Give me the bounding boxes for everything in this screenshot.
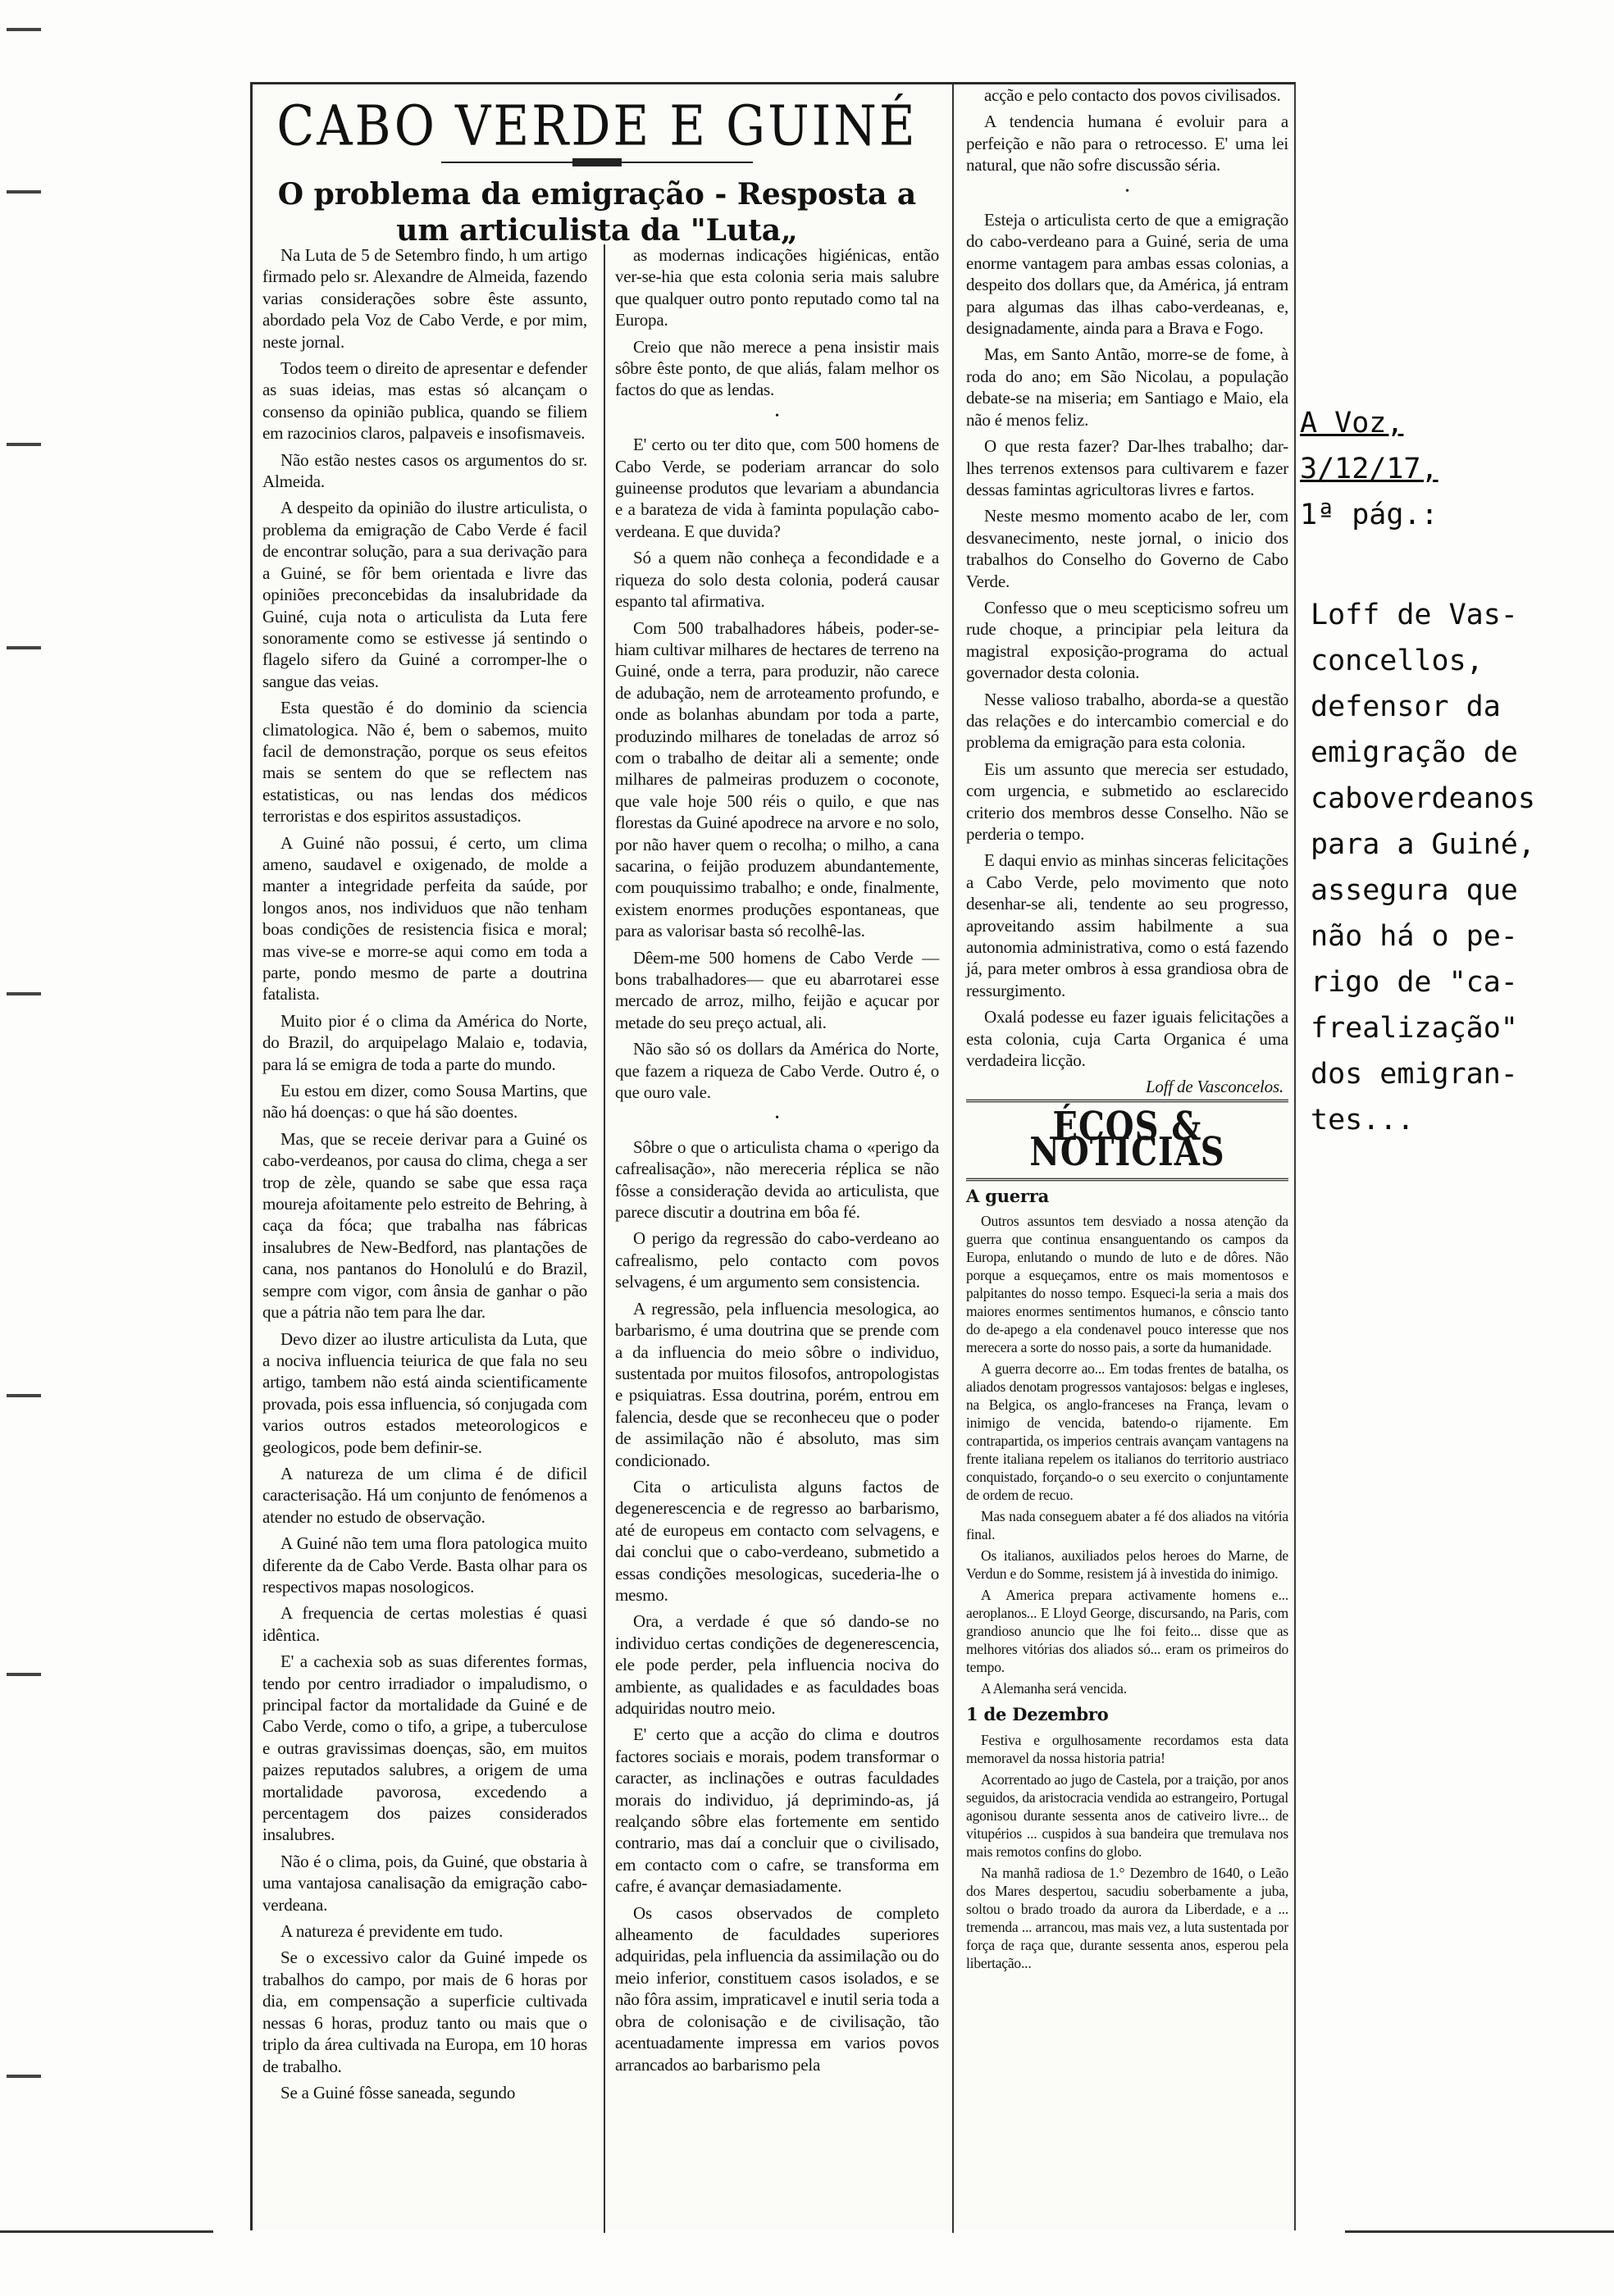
article-paragraph: Na Luta de 5 de Setembro findo, h um artigo firmado pelo sr. Alexandre de Almeida, fazendo varias considerações sobre êste assunto, abordado pela Voz de Cabo Verde, e por mim, neste jornal. <box>262 245 587 352</box>
article-paragraph: A frequencia de certas molestias é quasi idêntica. <box>262 1603 587 1645</box>
annotation-line: emigração de <box>1311 736 1518 769</box>
column-rule <box>604 244 605 2233</box>
annotation-line: caboverdeanos <box>1311 782 1535 815</box>
bottom-rule <box>1345 2230 1614 2233</box>
article-paragraph: Todos teem o direito de apresentar e defender as suas ideias, mas estas só alcançam o consenso da opinião publica, quando se filiem em razocinios claros, palpaveis e insofismaveis. <box>262 358 587 444</box>
margin-mark <box>7 190 41 194</box>
article-paragraph: Neste mesmo momento acabo de ler, com desvanecimento, neste jornal, o inicio dos trabalhos do Conselho do Governo de Cabo Verde. <box>966 506 1288 591</box>
article-paragraph: as modernas indicações higiénicas, então ver-se-hia que esta colonia seria mais salubre que qualquer outro ponto reputado como tal na Europa. <box>615 245 939 330</box>
article-paragraph: Não é o clima, pois, da Guiné, que obstaria à uma vantajosa canalisação da emigração cabo-verdeana. <box>262 1851 587 1915</box>
article-paragraph: A natureza de um clima é de dificil caracterisação. Há um conjunto de fenómenos a atender no estudo de observação. <box>262 1463 587 1527</box>
annotation-line: não há o pe- <box>1311 920 1518 953</box>
margin-mark <box>7 443 41 446</box>
article-paragraph: Nesse valioso trabalho, aborda-se a questão das relações e do intercambio comercial e do problema da emigração para esta colonia. <box>966 689 1288 753</box>
article-paragraph: Não são só os dollars da América do Norte, que fazem a riqueza de Cabo Verde. Outro é, o que ouro vale. <box>615 1039 939 1103</box>
annotation-body <box>1311 592 1535 1143</box>
annotation-source-line: A Voz, <box>1300 407 1404 440</box>
article-paragraph: A Guiné não possui, é certo, um clima ameno, saudavel e oxigenado, de molde a manter a integridade perfeita da saúde, por longos anos, nos individuos que não tenham boas condições de resistencia fisica e moral; mas vive-se e morre-se aqui como em toda a parte, pondo mesmo de parte a doutrina fatalista. <box>262 832 587 1004</box>
article-paragraph: Eis um assunto que merecia ser estudado, com urgencia, e submetido ao esclarecido criterio dos membros desse Conselho. Não se perderia o tempo. <box>966 758 1288 844</box>
annotation-line: assegura que <box>1311 874 1518 907</box>
news-section-title: 1 de Dezembro <box>966 1704 1109 1725</box>
column-2 <box>607 244 947 2233</box>
article-paragraph: E' a cachexia sob as suas diferentes formas, tendo por centro irradiador o impaludismo, o principal factor da mortalidade da Guiné e de Cabo Verde, como o tifo, a gripe, a tuberculose e outras gravissimas doenças, são, em muitos paizes reputados salubres, a origem de uma mortalidade pavorosa, excedendo a percentagem dos paizes considerados insalubres. <box>262 1651 587 1845</box>
article-paragraph: Os casos observados de completo alheamento de faculdades superiores adquiridas, pela influencia da assimilação ou do meio inferior, constituem casos isolados, e se não fôra assim, impraticavel e inutil seria toda a obra de colonisação e de civilisação, tão acentuadamente impressa em varios povos arrancados ao barbarismo pela <box>615 1902 939 2075</box>
article-paragraph: O perigo da regressão do cabo-verdeano ao cafrealismo, pelo contacto com povos selvagens, é um argumento sem consistencia. <box>615 1228 939 1292</box>
section-separator: • <box>775 409 779 422</box>
article-paragraph: Esteja o articulista certo de que a emigração do cabo-verdeano para a Guiné, seria de uma enorme vantagem para ambas essas colonias, a despeito dos dollars que, da América, já entram para algumas das ilhas cabo-verdeanas, e, designadamente, ainda para a Brava e Fogo. <box>966 210 1288 339</box>
article-paragraph: Mas, em Santo Antão, morre-se de fome, à roda do ano; em São Nicolau, a população debate-se na miseria; em Santiago e Maio, ela não é menos feliz. <box>966 344 1288 430</box>
article-paragraph: Não estão nestes casos os argumentos do sr. Almeida. <box>262 449 587 492</box>
annotation-line: tes... <box>1311 1104 1415 1137</box>
margin-mark <box>7 2075 41 2078</box>
article-paragraph: Com 500 trabalhadores hábeis, poder-se-hiam cultivar milhares de hectares de terreno na Guiné, onde a terra, para produzir, não carece de adubação, nem de arroteamento profundo, e onde as bolanhas abundam por toda a parte, produzindo milhares de toneladas de arroz só com o trabalho de deitar ali a semente; onde milhares de palmeiras produzem o coconote, que vale hoje 500 réis o quilo, e que nas florestas da Guiné apodrece na arvore e no solo, por não haver quem o recolha; o milho, a cana sacarina, o feijão produzem abundantemente, com pouquissimo trabalho; e onde, finalmente, existem enormes produções espontaneas, que para as valorisar basta só recolhê-las. <box>615 617 939 941</box>
article-paragraph: E daqui envio as minhas sinceras felicitações a Cabo Verde, pelo movimento que noto desenhar-se ali, tendente ao seu progresso, aproveitando assim habilmente a sua autonomia administrativa, como o está fazendo já, para meter ombros à essa grandiosa obra de ressurgimento. <box>966 850 1288 1000</box>
news-section-title: A guerra <box>966 1185 1050 1206</box>
annotation-line: concellos, <box>1311 645 1484 677</box>
news-paragraph: Mas nada conseguem abater a fé dos aliados na vitória final. <box>966 1508 1288 1543</box>
margin-mark <box>7 992 41 995</box>
news-paragraph: A America prepara activamente homens e... aeroplanos... E Lloyd George, discursando, na Paris, com grandioso anuncio que lhe foi feito... disse que as melhores vitórias dos aliados só... eram os primeiros do tempo. <box>966 1587 1288 1676</box>
article-paragraph: A natureza é previdente em tudo. <box>280 1921 504 1942</box>
article-paragraph: Devo dizer ao ilustre articulista da Luta, que a nociva influencia teiurica de que fala no seu artigo, tambem não está ainda scientificamente provada, pois essa influencia, só conjugada com varios outros estados meteorologicos e geologicos, pode bem definir-se. <box>262 1328 587 1457</box>
annotation-line: para a Guiné, <box>1311 828 1535 861</box>
news-paragraph: Festiva e orgulhosamente recordamos esta data memoravel da nossa historia patria! <box>966 1731 1288 1766</box>
article-paragraph: acção e pelo contacto dos povos civilisados. <box>984 85 1281 105</box>
news-paragraph: Na manhã radiosa de 1.° Dezembro de 1640, o Leão dos Mares despertou, sacudiu soberbamente a juba, soltou o brado troado da aurora da Liberdade, e a ... tremenda ... arrancou, mas mais vez, a luta sustentada por força de raça que, durante sessenta anos, esperou pela libertação... <box>966 1864 1288 1971</box>
news-paragraph: Acorrentado ao jugo de Castela, por a traição, por anos seguidos, da aristocracia vendida ao estrangeiro, Portugal agonisou durante sessenta anos de cativeiro livre... de vitupérios ... cuspidos à sua bandeira que tremulava nos mais remotos confins do globo. <box>966 1770 1288 1860</box>
column-3 <box>958 84 1297 2233</box>
news-paragraph: Outros assuntos tem desviado a nossa atenção da guerra que continua ensanguentando os campos da Europa, enlutando o mundo de luto e de dôres. Não porque a esqueçamos, entre os mais momentosos e palpitantes do nosso tempo. Esqueci-la seria a mais dos maiores enormes sentimentos humanos, e cônscio tanto do de-apego a ela condenavel pouco interesse que nos merecera a sorte do nosso pais, a sorte da humanidade. <box>966 1213 1288 1356</box>
article-paragraph: Eu estou em dizer, como Sousa Martins, que não há doenças: o que há são doentes. <box>262 1081 587 1123</box>
article-paragraph: Só a quem não conheça a fecondidade e a riqueza do solo desta colonia, poderá causar espanto tal afirmativa. <box>615 548 939 612</box>
bottom-rule <box>0 2230 213 2233</box>
article-paragraph: O que resta fazer? Dar-lhes trabalho; dar-lhes terrenos extensos para cultivarem e fazer dessas famintas agricultoras livres e fartos. <box>966 436 1288 499</box>
news-sections <box>966 1186 1288 1972</box>
margin-mark <box>7 28 41 31</box>
headline: CABO VERDE E GUINÉ <box>276 93 918 159</box>
annotation-source-line: 3/12/17, <box>1300 453 1438 485</box>
signature: Loff de Vasconcelos. <box>1145 1077 1283 1097</box>
article-paragraph: Se o excessivo calor da Guiné impede os trabalhos do campo, por mais de 6 horas por dia, em compensação a superficie cultivada nessas 6 horas, produz tanto ou mais que o triplo da área cultivada na Europa, em 10 horas de trabalho. <box>262 1947 587 2076</box>
news-paragraph: Os italianos, auxiliados pelos heroes do Marne, de Verdun e do Somme, resistem já à investida do inimigo. <box>966 1547 1288 1583</box>
article-paragraph: Muito pior é o clima da América do Norte, do Brazil, do arquipelago Malaio e, todavia, para lá se emigra de toda a parte do mundo. <box>262 1010 587 1074</box>
article-paragraph: Creio que não merece a pena insistir mais sôbre êste ponto, de que aliás, falam melhor os factos do que as lendas. <box>615 336 939 400</box>
section-separator: • <box>1125 184 1129 198</box>
news-header: ÉCOS & NOTICIAS <box>966 1100 1288 1181</box>
section-separator: • <box>775 1112 779 1125</box>
annotation-line: dos emigran- <box>1311 1058 1518 1091</box>
article-paragraph: Dêem-me 500 homens de Cabo Verde —bons trabalhadores— que eu abarrotarei esse mercado de arroz, milho, feijão e açucar por metade do seu preço actual, ali. <box>615 947 939 1032</box>
article-paragraph: Ora, a verdade é que só dando-se no individuo certas condições de degenerescencia, ele pode perder, pela influencia nociva do ambiente, as qualidades e as faculdades boas adquiridas noutro meio. <box>615 1611 939 1718</box>
article-paragraph: E' certo ou ter dito que, com 500 homens de Cabo Verde, se poderiam arrancar do solo guineense produtos que levariam a abundancia e a barateza de vida à faminta população cabo-verdeana. E que duvida? <box>615 435 939 541</box>
margin-mark <box>7 1394 41 1397</box>
article-paragraph: A Guiné não tem uma flora patologica muito diferente da de Cabo Verde. Basta olhar para os respectivos mapas nosologicos. <box>262 1533 587 1597</box>
ornament-divider <box>425 157 769 168</box>
margin-mark <box>7 646 41 649</box>
subheadline: O problema da emigração - Resposta a um articulista da "Luta„ <box>277 177 917 248</box>
article-paragraph: Esta questão é do dominio da sciencia climatologica. Não é, bem o sabemos, muito facil de demonstração, porque os seus efeitos mais se sentem do que se reflectem nas estatisticas, ou nas lendas dos médicos terroristas e dos espiritos assustadiços. <box>262 698 587 827</box>
article-paragraph: Confesso que o meu scepticismo sofreu um rude choque, a principiar pela leitura da magistral exposição-programa do actual governador desta colonia. <box>966 597 1288 683</box>
article-paragraph: Sôbre o que o articulista chama o «perigo da cafrealisação», não mereceria réplica se não fôsse a consideração devida ao articulista, que parece discutir a doutrina em bôa fé. <box>615 1137 939 1223</box>
column-rule <box>952 84 954 2233</box>
margin-mark <box>7 1673 41 1676</box>
article-paragraph: A regressão, pela influencia mesologica, ao barbarismo, é uma doutrina que se prende com a da influencia do meio sôbre o individuo, sustentada por muitos filosofos, antropologistas e psiquiatras. Essa doutrina, porém, entrou em falencia, desde que se reconheceu que o poder de assimilação não é absoluto, mas sim condicionado. <box>615 1298 939 1470</box>
annotation-line: defensor da <box>1311 690 1501 723</box>
news-paragraph: A Alemanha será vencida. <box>981 1680 1127 1697</box>
annotation-source-line: 1ª pág.: <box>1300 499 1438 531</box>
article-paragraph: Mas, que se receie derivar para a Guiné os cabo-verdeanos, por causa do clima, chega a ser trop de zèle, quando se sabe que essa raça moureja afoitamente pelo estreito de Behring, à caça da fóca; que trabalha nas fábricas insalubres de New-Bedford, nas plantações de cana, nos pantanos do Honolulú e do Brazil, sempre com vigor, com ânsia de ganhar o pão que a pátria não tem para lhe dar. <box>262 1128 587 1323</box>
column-1 <box>253 244 597 2233</box>
article-paragraph: A despeito da opinião do ilustre articulista, o problema da emigração de Cabo Verde é facil de encontrar solução, para a sua derivação para a Guiné, se fôr bem orientada e livre das opiniões preconcebidas da insalubridade da Guiné, cuja nota o articulista da Luta fere sonoramente como se estivesse já sentindo o flagelo sifero da Guiné a corromper-lhe o sangue das veias. <box>262 498 587 691</box>
annotation-source <box>1300 400 1438 538</box>
annotation-line: frealização" <box>1311 1012 1518 1045</box>
annotation-line: rigo de "ca- <box>1311 966 1518 999</box>
article-paragraph: Se a Guiné fôsse saneada, segundo <box>280 2082 516 2102</box>
article-paragraph: Oxalá podesse eu fazer iguais felicitações a esta colonia, cuja Carta Organica é uma verdadeira licção. <box>966 1007 1288 1071</box>
article-paragraph: A tendencia humana é evoluir para a perfeição e não para o retrocesso. E' uma lei natural, que não sofre discussão séria. <box>966 112 1288 175</box>
article-paragraph: Cita o articulista alguns factos de degenerescencia e de regresso ao barbarismo, até de europeus em contacto com selvagens, e dai conclui que o cabo-verdeano, submetido a essas condições mesologicas, sucederia-lhe o mesmo. <box>615 1476 939 1605</box>
article-paragraph: E' certo que a acção do clima e doutros factores sociais e morais, podem transformar o caracter, as inclinações e outras faculdades morais do individuo, já deprimindo-as, já realçando sôbre elas fortemente em sentido contrario, mas daí a concluir que o civilisado, em contacto com o cafre, se transforma em cafre, é avançar demasiadamente. <box>615 1724 939 1897</box>
annotation-line: Loff de Vas- <box>1311 599 1518 631</box>
newspaper-clipping <box>250 82 1296 2230</box>
news-paragraph: A guerra decorre ao... Em todas frentes de batalha, os aliados denotam progressos vantajosos: belgas e ingleses, na Belgica, os anglo-franceses na França, levam o inimigo de vencida, batendo-o rijamente. Em contrapartida, os imperios centrais avançam vantagens na frente italiana repelem os italianos do territorio austriaco conquistado, forçando-o o seu exercito o conjuntamente de ordem de recuo. <box>966 1360 1288 1504</box>
